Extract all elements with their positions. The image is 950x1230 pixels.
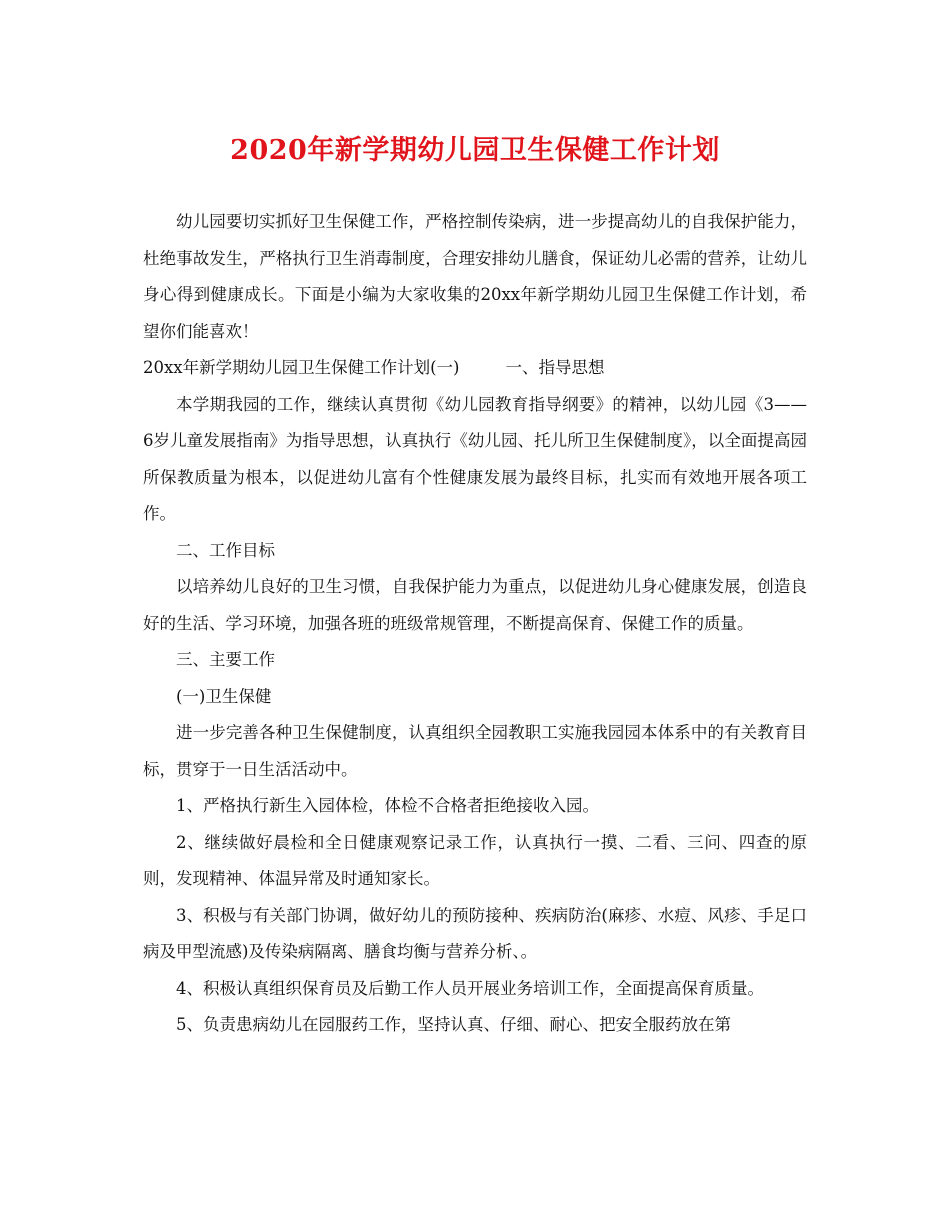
item-3: 3、积极与有关部门协调，做好幼儿的预防接种、疾病防治(麻疹、水痘、风疹、手足口病及甲型流感)及传染病隔离、膳食均衡与营养分析、。 bbox=[143, 905, 807, 961]
intro-paragraph: 幼儿园要切实抓好卫生保健工作，严格控制传染病，进一步提高幼儿的自我保护能力，杜绝事故发生，严格执行卫生消毒制度，合理安排幼儿膳食，保证幼儿必需的营养，让幼儿身心得到健康成长。下面是小编为大家收集的20xx年新学期幼儿园卫生保健工作计划，希望你们能喜欢！ bbox=[143, 212, 807, 341]
plan-heading: 20xx年新学期幼儿园卫生保健工作计划(一) bbox=[143, 358, 460, 377]
guiding-paragraph: 本学期我园的工作，继续认真贯彻《幼儿园教育指导纲要》的精神，以幼儿园《3——6岁儿童发展指南》为指导思想，认真执行《幼儿园、托儿所卫生保健制度》，以全面提高园所保教质量为根本，以促进幼儿富有个性健康发展为最终目标，扎实而有效地开展各项工作。 bbox=[143, 394, 807, 523]
item-2: 2、继续做好晨检和全日健康观察记录工作，认真执行一摸、二看、三问、四查的原则，发现精神、体温异常及时通知家长。 bbox=[143, 832, 807, 888]
item-4: 4、积极认真组织保育员及后勤工作人员开展业务培训工作，全面提高保育质量。 bbox=[176, 978, 764, 998]
section-heading-line bbox=[143, 350, 807, 387]
health-care-heading: (一)卫生保健 bbox=[176, 686, 272, 706]
work-goal-paragraph: 以培养幼儿良好的卫生习惯，自我保护能力为重点，以促进幼儿身心健康发展，创造良好的生活、学习环境，加强各班的班级常规管理，不断提高保育、保健工作的质量。 bbox=[143, 577, 807, 633]
work-goal-heading: 二、工作目标 bbox=[176, 540, 275, 560]
health-care-paragraph: 进一步完善各种卫生保健制度，认真组织全园教职工实施我园园本体系中的有关教育目标，贯穿于一日生活活动中。 bbox=[143, 723, 807, 779]
item-1: 1、严格执行新生入园体检，体检不合格者拒绝接收入园。 bbox=[176, 796, 599, 815]
item-5: 5、负责患病幼儿在园服药工作，坚持认真、仔细、耐心、把安全服药放在第 bbox=[176, 1015, 731, 1034]
document-body bbox=[143, 204, 807, 1044]
guiding-ideology-heading: 一、指导思想 bbox=[505, 358, 605, 377]
document-title: 2020年新学期幼儿园卫生保健工作计划 bbox=[230, 135, 720, 166]
main-work-heading: 三、主要工作 bbox=[176, 650, 275, 669]
